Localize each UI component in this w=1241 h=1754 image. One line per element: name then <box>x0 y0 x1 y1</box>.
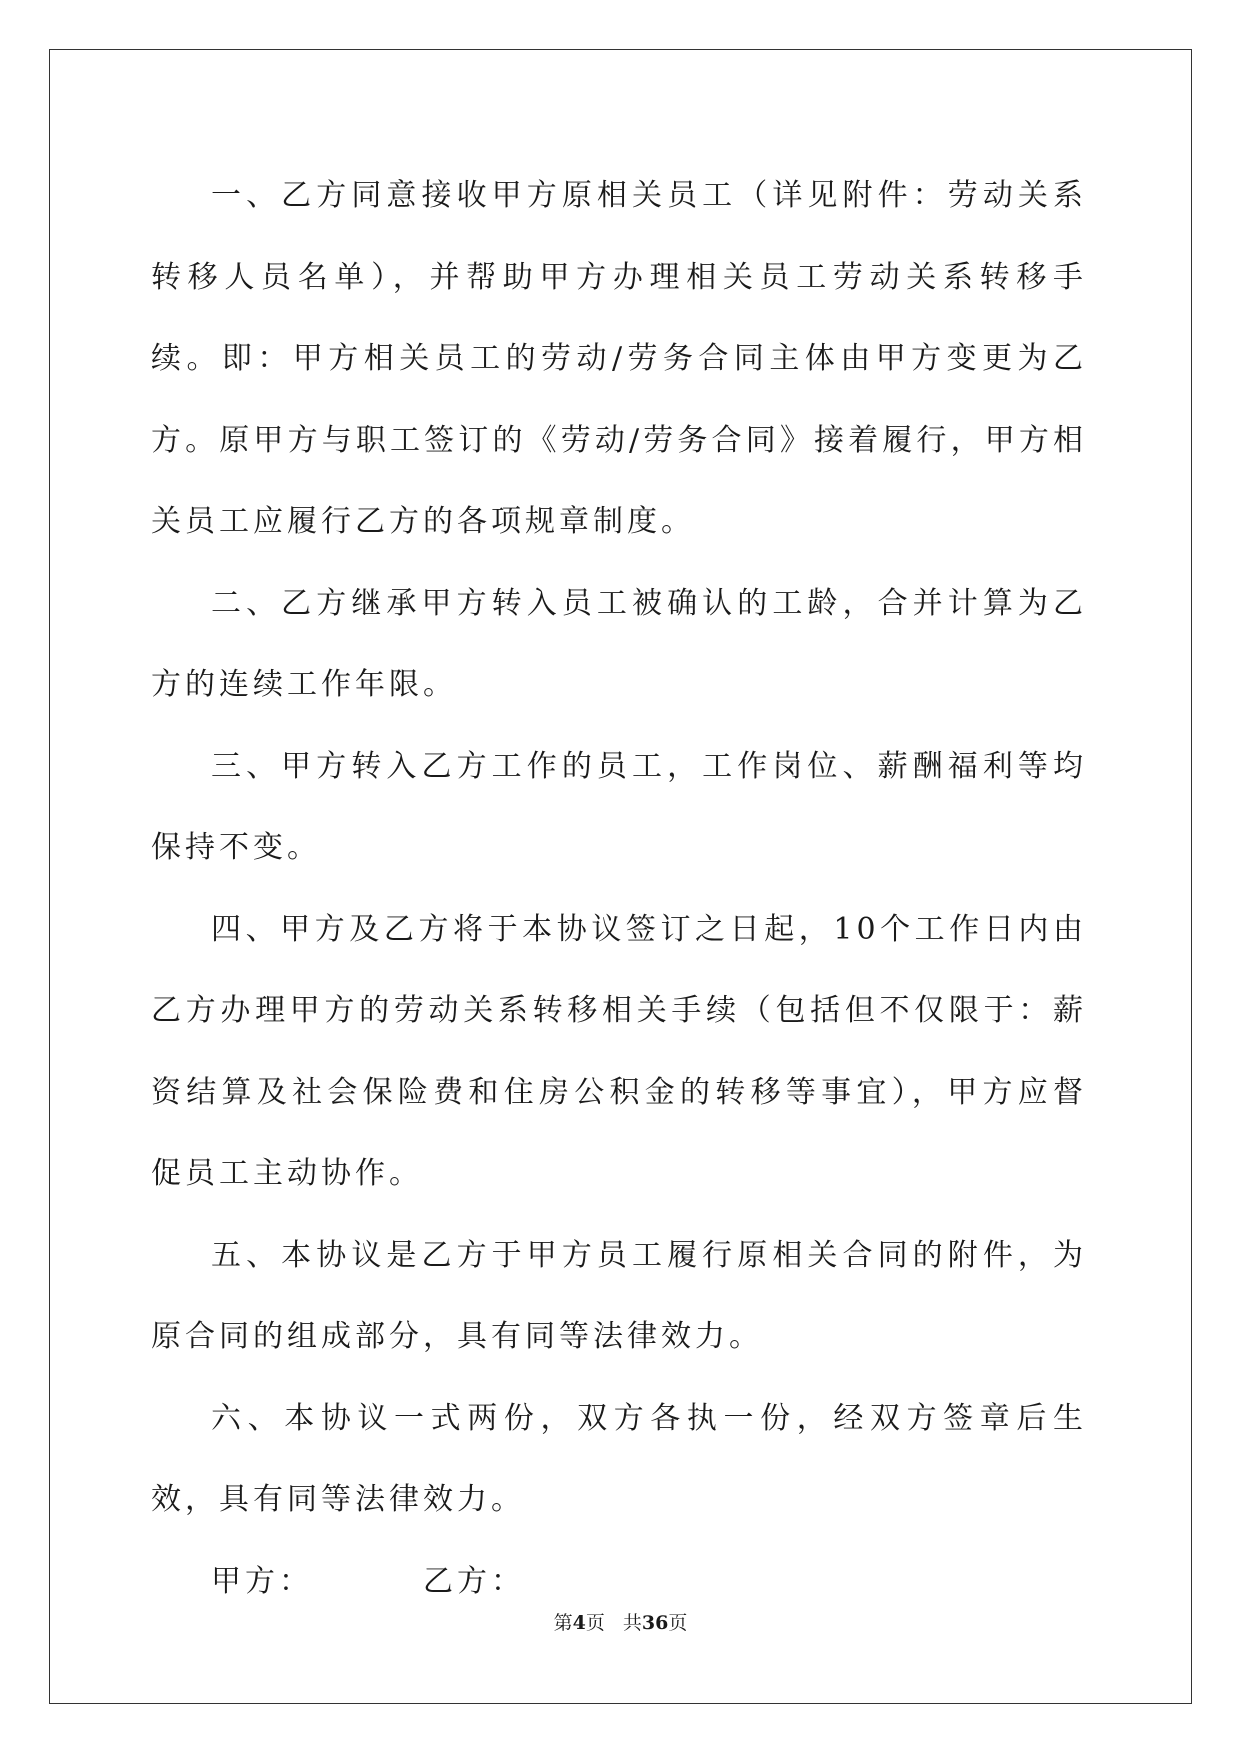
clause-1: 一、乙方同意接收甲方原相关员工（详见附件：劳动关系转移人员名单），并帮助甲方办理相关员工劳动关系转移手续。即：甲方相关员工的劳动/劳务合同主体由甲方变更为乙方。原甲方与职工签订的《劳动/劳务合同》接着履行，甲方相关员工应履行乙方的各项规章制度。 <box>151 178 1087 539</box>
signature-party-a: 甲方： <box>211 1563 313 1599</box>
total-prefix: 共 <box>622 1612 642 1634</box>
total-suffix: 页 <box>668 1612 688 1634</box>
page-prefix: 第 <box>553 1612 573 1634</box>
page-number: 4 <box>572 1612 586 1634</box>
clause-4: 四、甲方及乙方将于本协议签订之日起，10个工作日内由乙方办理甲方的劳动关系转移相关手续（包括但不仅限于：薪资结算及社会保险费和住房公积金的转移等事宜），甲方应督促员工主动协作。 <box>151 911 1087 1191</box>
clause-6: 六、本协议一式两份，双方各执一份，经双方签章后生效，具有同等法律效力。 <box>151 1400 1087 1517</box>
signature-party-b: 乙方： <box>423 1563 525 1599</box>
page-footer <box>0 1608 1241 1635</box>
clause-5: 五、本协议是乙方于甲方员工履行原相关合同的附件，为原合同的组成部分，具有同等法律效力。 <box>151 1237 1087 1354</box>
clause-3: 三、甲方转入乙方工作的员工，工作岗位、薪酬福利等均保持不变。 <box>151 748 1087 865</box>
total-pages: 36 <box>641 1612 669 1634</box>
clause-2: 二、乙方继承甲方转入员工被确认的工龄，合并计算为乙方的连续工作年限。 <box>151 585 1087 702</box>
document-body <box>151 155 1087 1622</box>
page-suffix: 页 <box>585 1612 605 1634</box>
